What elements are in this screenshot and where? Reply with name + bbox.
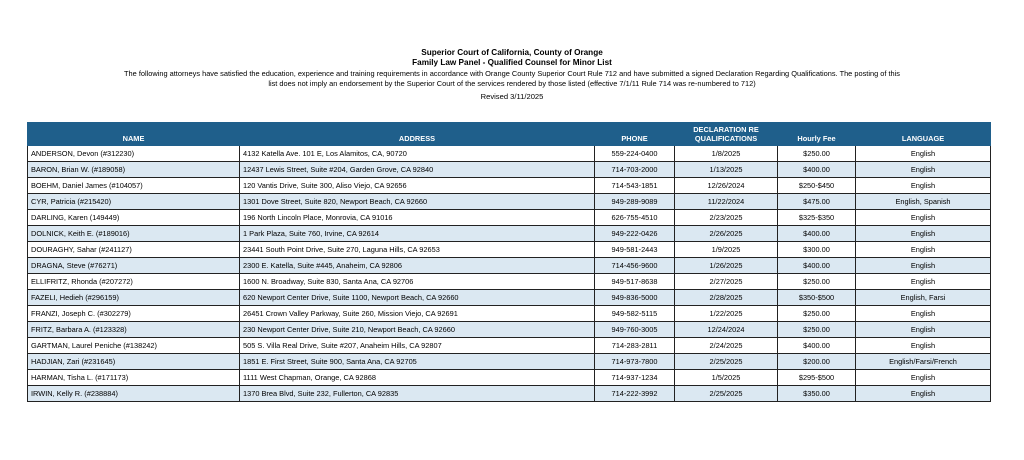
cell-name: BARON, Brian W. (#189058) xyxy=(28,162,240,178)
cell-hourly-fee: $400.00 xyxy=(778,162,856,178)
table-row xyxy=(28,194,991,210)
table-body xyxy=(28,146,991,402)
table-row xyxy=(28,370,991,386)
cell-declaration-date: 1/8/2025 xyxy=(675,146,778,162)
cell-name: IRWIN, Kelly R. (#238884) xyxy=(28,386,240,402)
cell-language: English xyxy=(856,274,991,290)
cell-address: 1 Park Plaza, Suite 760, Irvine, CA 92614 xyxy=(240,226,595,242)
cell-address: 4132 Katella Ave. 101 E, Los Alamitos, CA, 90720 xyxy=(240,146,595,162)
cell-name: CYR, Patricia (#215420) xyxy=(28,194,240,210)
counsel-table xyxy=(27,122,991,402)
cell-address: 120 Vantis Drive, Suite 300, Aliso Viejo, CA 92656 xyxy=(240,178,595,194)
table-row xyxy=(28,258,991,274)
cell-phone: 949-222-0426 xyxy=(595,226,675,242)
cell-address: 1301 Dove Street, Suite 820, Newport Beach, CA 92660 xyxy=(240,194,595,210)
cell-name: DARLING, Karen (149449) xyxy=(28,210,240,226)
table-row xyxy=(28,354,991,370)
cell-name: DOLNICK, Keith E. (#189016) xyxy=(28,226,240,242)
cell-phone: 949-517-8638 xyxy=(595,274,675,290)
cell-declaration-date: 2/28/2025 xyxy=(675,290,778,306)
cell-language: English xyxy=(856,306,991,322)
intro-line-2: list does not imply an endorsement by the Superior Court of the services rendered by those listed (effective 7/1/11 Rule 714 was re-numbered to 712) xyxy=(268,79,756,88)
cell-language: English xyxy=(856,242,991,258)
cell-declaration-date: 1/26/2025 xyxy=(675,258,778,274)
cell-name: HADJIAN, Zari (#231645) xyxy=(28,354,240,370)
cell-language: English, Farsi xyxy=(856,290,991,306)
cell-address: 230 Newport Center Drive, Suite 210, Newport Beach, CA 92660 xyxy=(240,322,595,338)
table-row xyxy=(28,338,991,354)
cell-address: 1851 E. First Street, Suite 900, Santa Ana, CA 92705 xyxy=(240,354,595,370)
cell-address: 1370 Brea Blvd, Suite 232, Fullerton, CA 92835 xyxy=(240,386,595,402)
cell-language: English xyxy=(856,258,991,274)
cell-address: 505 S. Villa Real Drive, Suite #207, Anaheim Hills, CA 92807 xyxy=(240,338,595,354)
cell-language: English xyxy=(856,338,991,354)
cell-address: 23441 South Point Drive, Suite 270, Laguna Hills, CA 92653 xyxy=(240,242,595,258)
document-header xyxy=(0,48,1024,102)
cell-language: English xyxy=(856,386,991,402)
cell-hourly-fee: $250.00 xyxy=(778,274,856,290)
cell-phone: 949-760-3005 xyxy=(595,322,675,338)
cell-declaration-date: 1/22/2025 xyxy=(675,306,778,322)
cell-language: English/Farsi/French xyxy=(856,354,991,370)
cell-declaration-date: 11/22/2024 xyxy=(675,194,778,210)
cell-hourly-fee: $350-$500 xyxy=(778,290,856,306)
cell-language: English xyxy=(856,210,991,226)
cell-name: GARTMAN, Laurel Peniche (#138242) xyxy=(28,338,240,354)
cell-declaration-date: 2/27/2025 xyxy=(675,274,778,290)
cell-phone: 626-755-4510 xyxy=(595,210,675,226)
cell-name: FRITZ, Barbara A. (#123328) xyxy=(28,322,240,338)
cell-phone: 949-836-5000 xyxy=(595,290,675,306)
cell-phone: 714-937-1234 xyxy=(595,370,675,386)
cell-address: 26451 Crown Valley Parkway, Suite 260, Mission Viejo, CA 92691 xyxy=(240,306,595,322)
cell-address: 1111 West Chapman, Orange, CA 92868 xyxy=(240,370,595,386)
cell-declaration-date: 1/5/2025 xyxy=(675,370,778,386)
table-row xyxy=(28,146,991,162)
cell-address: 1600 N. Broadway, Suite 830, Santa Ana, CA 92706 xyxy=(240,274,595,290)
intro-line-1: The following attorneys have satisfied the education, experience and training requirements in accordance with Orange County Superior Court Rule 712 and have submitted a signed Declaration Regarding Qualifications. The posting of this xyxy=(124,69,900,78)
cell-phone: 714-222-3992 xyxy=(595,386,675,402)
cell-phone: 714-703-2000 xyxy=(595,162,675,178)
table-row xyxy=(28,162,991,178)
cell-language: English xyxy=(856,322,991,338)
cell-address: 620 Newport Center Drive, Suite 1100, Newport Beach, CA 92660 xyxy=(240,290,595,306)
cell-hourly-fee: $250-$450 xyxy=(778,178,856,194)
cell-name: DRAGNA, Steve (#76271) xyxy=(28,258,240,274)
cell-name: FRANZI, Joseph C. (#302279) xyxy=(28,306,240,322)
cell-hourly-fee: $400.00 xyxy=(778,226,856,242)
cell-language: English xyxy=(856,226,991,242)
revised-date: Revised 3/11/2025 xyxy=(480,92,544,101)
cell-declaration-date: 1/13/2025 xyxy=(675,162,778,178)
cell-hourly-fee: $250.00 xyxy=(778,146,856,162)
cell-name: FAZELI, Hedieh (#296159) xyxy=(28,290,240,306)
cell-phone: 714-456-9600 xyxy=(595,258,675,274)
cell-name: BOEHM, Daniel James (#104057) xyxy=(28,178,240,194)
column-header-declaration xyxy=(675,123,778,146)
table-row xyxy=(28,290,991,306)
table-row xyxy=(28,210,991,226)
cell-phone: 559-224-0400 xyxy=(595,146,675,162)
declaration-header-line-1: DECLARATION RE xyxy=(693,125,759,134)
cell-declaration-date: 1/9/2025 xyxy=(675,242,778,258)
column-header-phone: PHONE xyxy=(595,123,675,146)
cell-address: 196 North Lincoln Place, Monrovia, CA 91016 xyxy=(240,210,595,226)
cell-hourly-fee: $295-$500 xyxy=(778,370,856,386)
cell-hourly-fee: $475.00 xyxy=(778,194,856,210)
cell-hourly-fee: $400.00 xyxy=(778,338,856,354)
cell-hourly-fee: $350.00 xyxy=(778,386,856,402)
cell-phone: 949-581-2443 xyxy=(595,242,675,258)
cell-language: English xyxy=(856,146,991,162)
cell-declaration-date: 2/25/2025 xyxy=(675,354,778,370)
header-row xyxy=(28,123,991,146)
cell-declaration-date: 2/25/2025 xyxy=(675,386,778,402)
cell-declaration-date: 12/26/2024 xyxy=(675,178,778,194)
document-title: Superior Court of California, County of Orange xyxy=(421,48,603,57)
cell-hourly-fee: $200.00 xyxy=(778,354,856,370)
cell-language: English xyxy=(856,162,991,178)
intro-paragraph xyxy=(17,69,1007,89)
document-subtitle: Family Law Panel - Qualified Counsel for Minor List xyxy=(412,58,612,67)
column-header-name: NAME xyxy=(28,123,240,146)
cell-language: English xyxy=(856,178,991,194)
cell-hourly-fee: $400.00 xyxy=(778,258,856,274)
cell-language: English xyxy=(856,370,991,386)
cell-declaration-date: 2/23/2025 xyxy=(675,210,778,226)
cell-declaration-date: 2/26/2025 xyxy=(675,226,778,242)
table-row xyxy=(28,274,991,290)
table-row xyxy=(28,178,991,194)
cell-hourly-fee: $300.00 xyxy=(778,242,856,258)
cell-phone: 949-289-9089 xyxy=(595,194,675,210)
cell-name: ANDERSON, Devon (#312230) xyxy=(28,146,240,162)
cell-phone: 949-582-5115 xyxy=(595,306,675,322)
cell-hourly-fee: $250.00 xyxy=(778,306,856,322)
cell-name: ELLIFRITZ, Rhonda (#207272) xyxy=(28,274,240,290)
column-header-language: LANGUAGE xyxy=(856,123,991,146)
cell-address: 2300 E. Katella, Suite #445, Anaheim, CA 92806 xyxy=(240,258,595,274)
cell-hourly-fee: $325-$350 xyxy=(778,210,856,226)
cell-declaration-date: 2/24/2025 xyxy=(675,338,778,354)
table-row xyxy=(28,306,991,322)
table-row xyxy=(28,322,991,338)
column-header-address: ADDRESS xyxy=(240,123,595,146)
cell-phone: 714-973-7800 xyxy=(595,354,675,370)
cell-phone: 714-283-2811 xyxy=(595,338,675,354)
cell-declaration-date: 12/24/2024 xyxy=(675,322,778,338)
table-row xyxy=(28,386,991,402)
cell-hourly-fee: $250.00 xyxy=(778,322,856,338)
cell-language: English, Spanish xyxy=(856,194,991,210)
table-header xyxy=(28,123,991,146)
cell-address: 12437 Lewis Street, Suite #204, Garden Grove, CA 92840 xyxy=(240,162,595,178)
cell-name: DOURAGHY, Sahar (#241127) xyxy=(28,242,240,258)
table-row xyxy=(28,226,991,242)
cell-name: HARMAN, Tisha L. (#171173) xyxy=(28,370,240,386)
cell-phone: 714-543-1851 xyxy=(595,178,675,194)
column-header-fee: Hourly Fee xyxy=(778,123,856,146)
declaration-header-line-2: QUALIFICATIONS xyxy=(694,134,758,143)
table-row xyxy=(28,242,991,258)
